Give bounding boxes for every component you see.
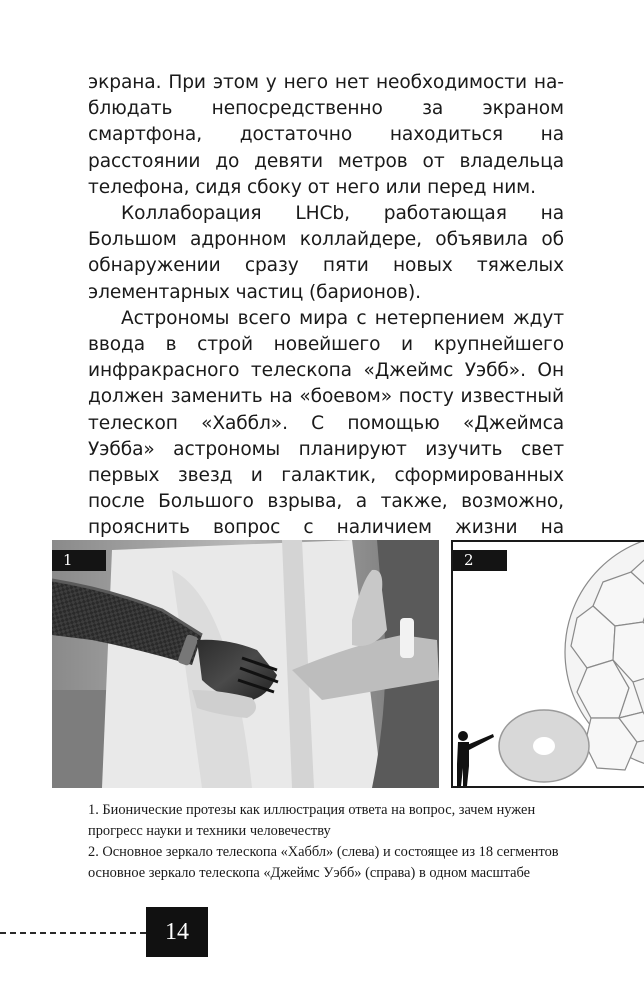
- caption-1: 1. Бионические протезы как иллюстрация ответа на вопрос, зачем нужен прогресс науки и техники человечеству: [88, 802, 536, 839]
- paragraph-2: Коллаборация LHCb, работающая на Большом адронном коллайдере, объявила об обнаружении сразу пяти новых тяжелых элементарных частиц (барионов).: [88, 203, 564, 303]
- figure-2-telescope-mirrors-photo: [451, 540, 644, 788]
- bionic-handshake-illustration: [52, 540, 439, 788]
- footer-dashed-rule: [0, 932, 146, 934]
- paragraph-1: экрана. При этом у него нет необходимости наблюдать непосредственно за экраном смартфона, достаточно находиться на расстоянии до девяти метров от владельца телефона, сидя сбоку от него или перед ним.: [88, 72, 564, 198]
- telescope-mirrors-comparison: [453, 542, 644, 786]
- figure-1-bionic-prosthesis-photo: [52, 540, 439, 788]
- figure-captions: [88, 800, 566, 884]
- paragraph-3: Астрономы всего мира с нетерпением ждут ввода в строй новейшего и крупнейшего инфракрасного телескопа «Джеймс Уэбб». Он должен заменить на «боевом» посту известный телескоп «Хаббл». С помощью «Джеймса Уэбба» астрономы планируют изучить свет первых звезд и галактик, сформированных после Большого взрыва, а также, возможно, прояснить вопрос с наличием жизни на: [88, 307, 564, 539]
- figure-2-label: 2: [453, 550, 507, 571]
- page-number: 14: [146, 907, 208, 957]
- caption-2: 2. Основное зеркало телескопа «Хаббл» (слева) и состоящее из 18 сегментов основное зеркало телескопа «Джеймс Уэбб» (справа) в одном масштабе: [88, 844, 559, 881]
- figure-1-label: 1: [52, 550, 106, 571]
- body-text: [88, 70, 564, 568]
